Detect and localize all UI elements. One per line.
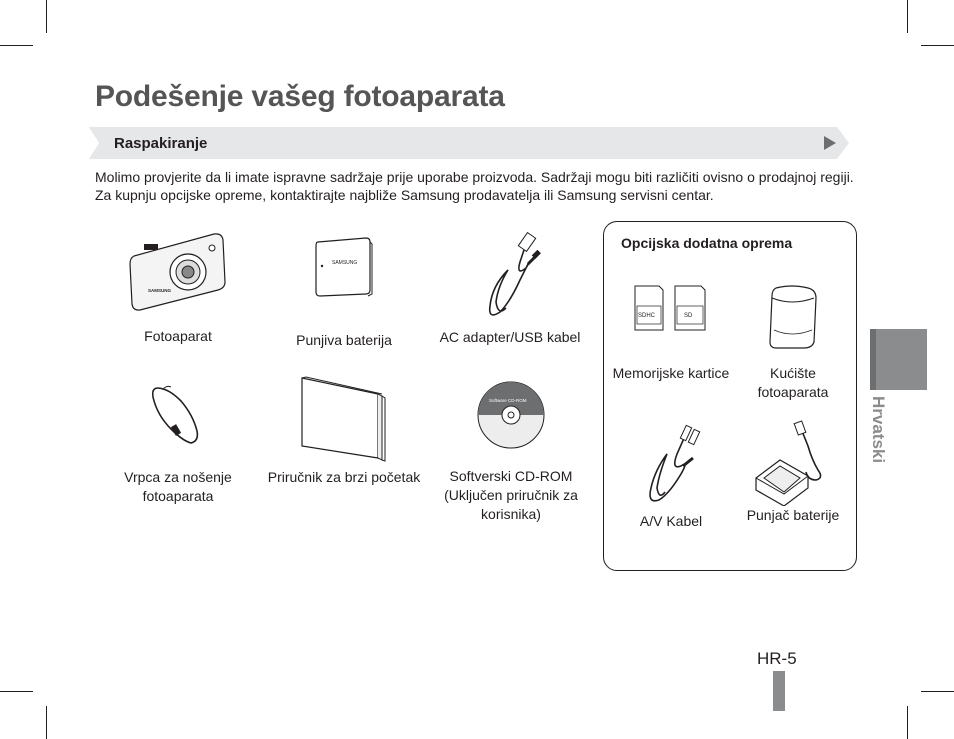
memory-label: Memorijske kartice	[612, 365, 730, 381]
sd-text: SD	[684, 313, 693, 319]
case-label: Kućište fotoaparata	[757, 365, 829, 400]
crop-mark	[46, 0, 47, 33]
item-camera	[104, 228, 252, 346]
item-strap	[104, 381, 252, 506]
language-label-wrap	[860, 396, 900, 466]
battery-label: Punjiva baterija	[296, 332, 392, 348]
item-cdrom	[435, 380, 587, 524]
section-bar	[89, 127, 849, 159]
manual-icon	[298, 376, 390, 462]
item-battery	[270, 236, 418, 350]
charger-label: Punjač baterije	[746, 507, 840, 523]
item-charger	[738, 420, 848, 525]
item-manual	[263, 376, 425, 487]
camera-case-icon	[766, 284, 820, 350]
cdrom-label: Softverski CD-ROM (Uključen priručnik za korisnika)	[444, 468, 578, 522]
av-label: A/V Kabel	[639, 513, 703, 529]
crop-mark	[0, 691, 33, 692]
camera-icon	[128, 228, 228, 312]
strap-icon	[143, 381, 213, 451]
crop-mark	[0, 45, 33, 46]
item-av-cable	[604, 422, 738, 531]
crop-mark	[921, 45, 954, 46]
manual-label: Priručnik za brzi početak	[267, 469, 421, 485]
cd-label-text: Software CD-ROM	[489, 398, 527, 403]
battery-icon	[314, 236, 374, 298]
cd-rom-icon	[476, 380, 546, 450]
av-cable-icon	[641, 422, 701, 506]
language-tab-edge	[870, 329, 876, 390]
page-title: Podešenje vašeg fotoaparata	[95, 80, 505, 113]
sdhc-text: SDHC	[638, 313, 656, 319]
intro-text: Molimo provjerite da li imate ispravne sadržaje prije uporabe proizvoda. Sadržaji mogu biti različiti ovisno o prodajnoj regiji. Za kupnju opcijske opreme, kontaktirajte najbliže Samsung prodavatelja ili Samsung servisni centar.	[95, 169, 854, 203]
optional-title: Opcijska dodatna oprema	[621, 235, 793, 251]
battery-charger-icon	[750, 420, 836, 506]
language-label: Hrvatski	[869, 396, 888, 464]
battery-brand: SAMSUNG	[332, 260, 358, 266]
crop-mark	[46, 706, 47, 739]
item-adapter	[435, 228, 585, 347]
camera-brand: SAMSUNG	[148, 288, 172, 293]
crop-mark	[907, 706, 908, 739]
section-title: Raspakiranje	[114, 135, 208, 152]
crop-mark	[921, 691, 954, 692]
language-tab	[870, 329, 927, 390]
memory-card-icon	[629, 284, 713, 332]
item-memory-card	[604, 284, 738, 383]
page-number-bar	[773, 671, 785, 711]
optional-accessories-box	[603, 221, 857, 571]
camera-label: Fotoaparat	[144, 328, 212, 344]
usb-cable-icon	[470, 228, 550, 322]
crop-mark	[907, 0, 908, 33]
page-number: HR-5	[757, 649, 797, 668]
strap-label: Vrpca za nošenje fotoaparata	[124, 469, 232, 504]
item-case	[738, 284, 848, 402]
adapter-label: AC adapter/USB kabel	[439, 329, 581, 345]
